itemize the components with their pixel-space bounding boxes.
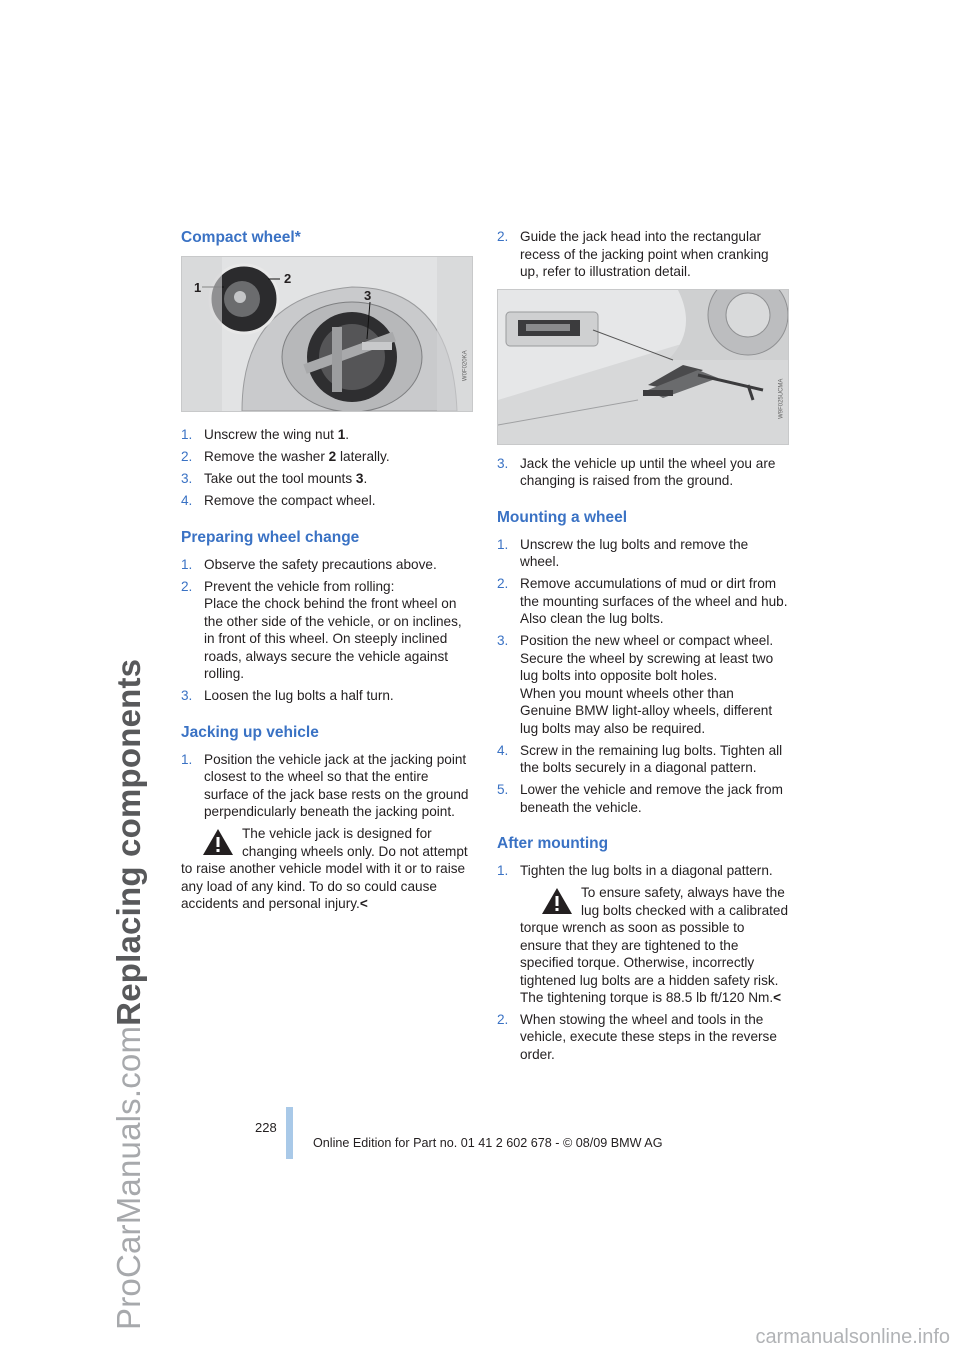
right-column <box>497 228 789 1068</box>
end-mark: < <box>773 990 782 1005</box>
footer-accent-bar <box>286 1107 293 1159</box>
after-mounting-steps <box>497 862 789 880</box>
section-title: Replacing components <box>110 658 147 1026</box>
list-item: 4. Remove the compact wheel. <box>181 493 376 508</box>
side-section-title <box>110 659 148 1330</box>
preparing-steps <box>181 556 473 705</box>
mounting-steps <box>497 536 789 817</box>
figure-label-3: 3 <box>364 288 372 303</box>
list-item: 1. Unscrew the wing nut 1. <box>181 427 350 442</box>
list-item: 3. Take out the tool mounts 3. <box>181 471 368 486</box>
jacking-steps-continued <box>497 228 789 281</box>
list-item: 2. When stowing the wheel and tools in the vehicle, execute these steps in the reverse order. <box>497 1011 777 1062</box>
list-item: 2. Guide the jack head into the rectangular recess of the jacking point when cranking up, refer to illustration detail. <box>497 229 769 279</box>
after-mounting-steps-2 <box>497 1011 789 1064</box>
jacking-steps <box>181 751 473 821</box>
figure-label-2: 2 <box>284 271 292 286</box>
end-mark: < <box>359 896 368 911</box>
side-watermark: ProCarManuals.com <box>110 1025 147 1330</box>
page-number: 228 <box>255 1120 277 1135</box>
left-column <box>181 228 473 917</box>
compact-wheel-steps <box>181 426 473 510</box>
compact-wheel-figure <box>181 256 473 412</box>
warning-text-rest: to raise another vehicle model with it or to raise any load of any kind. To do so could cause accidents and personal injury. <box>181 861 466 911</box>
jack-illustration <box>498 290 788 444</box>
list-item: 1. Position the vehicle jack at the jacking point closest to the wheel so that the entire surface of the jack base rests on the ground perpendicularly beneath the jacking point. <box>181 751 469 819</box>
warning-triangle-icon <box>201 827 235 857</box>
heading-jacking-up-vehicle: Jacking up vehicle <box>181 723 319 741</box>
warning-text-rest: torque wrench as soon as possible to ensure that they are tightened to the specified torque. Otherwise, incorrectly tightened lug bolts are a hidden safety risk. The tightening torque is 88.5 lb ft/120 Nm. <box>520 920 779 1005</box>
compact-wheel-illustration <box>182 257 472 411</box>
jacking-steps-3 <box>497 455 789 490</box>
warning-text-first: To ensure safety, always have the lug bolts checked with a calibrated <box>581 885 789 918</box>
figure-label-1: 1 <box>194 280 202 295</box>
edition-footer: Online Edition for Part no. 01 41 2 602 678 - © 08/09 BMW AG <box>313 1136 663 1150</box>
torque-warning <box>520 884 789 1007</box>
jack-warning <box>181 825 473 913</box>
list-item: 1. Unscrew the lug bolts and remove the wheel. <box>497 536 749 569</box>
list-item: 5. Lower the vehicle and remove the jack from beneath the vehicle. <box>497 782 783 815</box>
heading-preparing-wheel-change: Preparing wheel change <box>181 528 360 546</box>
figure-code: W9F025UCMA <box>778 378 785 419</box>
list-item: 3. Loosen the lug bolts a half turn. <box>181 688 394 703</box>
list-item: 1. Tighten the lug bolts in a diagonal pattern. <box>497 863 773 878</box>
list-item: 4. Screw in the remaining lug bolts. Tighten all the bolts securely in a diagonal pattern. <box>497 742 783 775</box>
list-item: 1. Observe the safety precautions above. <box>181 556 437 572</box>
list-item: 2. Prevent the vehicle from rolling: Place the chock behind the front wheel on the other side of the vehicle, or on inclines, in front of this wheel. On steeply inclined roads, always secure the vehicle against rolling. <box>181 578 462 681</box>
heading-after-mounting: After mounting <box>497 835 609 852</box>
jack-figure <box>497 289 789 445</box>
list-item: 3. Jack the vehicle up until the wheel you are changing is raised from the ground. <box>497 455 776 488</box>
heading-compact-wheel: Compact wheel* <box>181 229 301 246</box>
warning-text-first: The vehicle jack is designed for changing wheels only. Do not attempt <box>242 826 468 859</box>
site-watermark: carmanualsonline.info <box>755 1326 950 1348</box>
list-item: 2. Remove accumulations of mud or dirt from the mounting surfaces of the wheel and hub. Also clean the lug bolts. <box>497 576 788 626</box>
list-item: 2. Remove the washer 2 laterally. <box>181 449 390 464</box>
list-item: 3. Position the new wheel or compact wheel. Secure the wheel by screwing at least two lug bolts into opposite bolt holes. When you mount wheels other than Genuine BMW light-alloy wheels, different lug bolts may also be required. <box>497 633 774 736</box>
warning-triangle-icon <box>540 886 574 916</box>
heading-mounting-a-wheel: Mounting a wheel <box>497 508 628 526</box>
figure-code: W0F020KA <box>462 350 469 382</box>
